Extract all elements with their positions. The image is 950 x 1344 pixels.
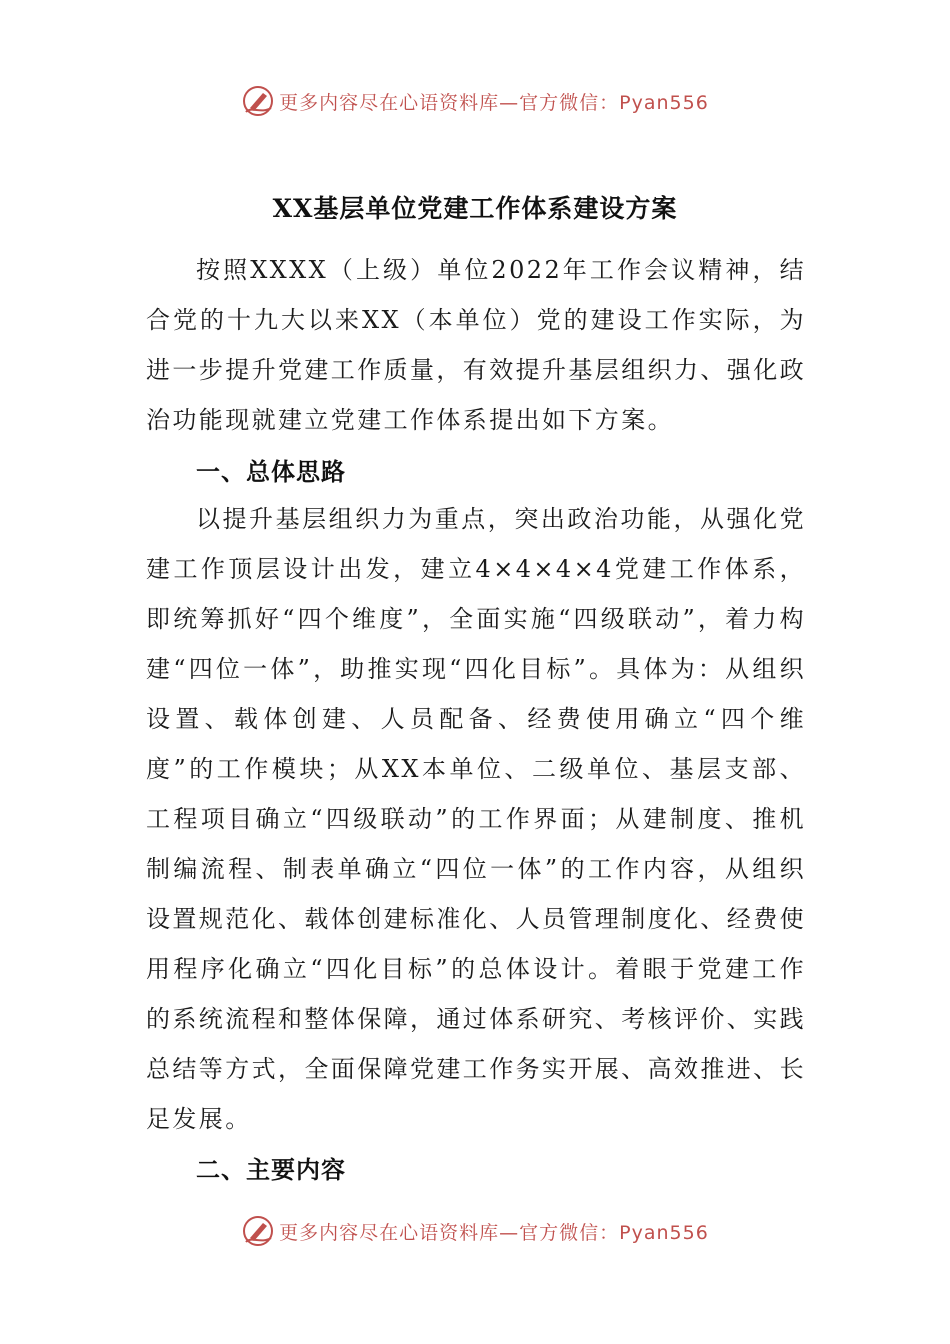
section-heading-main-content: 二、主要内容 xyxy=(196,1156,346,1184)
intro-paragraph: 按照XXXX（上级）单位2022年工作会议精神，结合党的十九大以来XX（本单位）党的建设工作实际，为进一步提升党建工作质量，有效提升基层组织力、强化政治功能现就建立党建工作体系提出如下方案。 xyxy=(146,256,806,434)
watermark-text: 更多内容尽在心语资料库—官方微信：Pyan556 xyxy=(279,1221,709,1244)
section-heading-overall-approach: 一、总体思路 xyxy=(196,458,346,486)
watermark-header xyxy=(0,84,950,118)
pen-circle-icon xyxy=(241,84,275,118)
section-body-overall-approach: 以提升基层组织力为重点，突出政治功能，从强化党建工作顶层设计出发，建立4×4×4×4党建工作体系，即统筹抓好“四个维度”，全面实施“四级联动”，着力构建“四位一体”，助推实现“四化目标”。具体为：从组织设置、载体创建、人员配备、经费使用确立“四个维度”的工作模块；从XX本单位、二级单位、基层支部、工程项目确立“四级联动”的工作界面；从建制度、推机制编流程、制表单确立“四位一体”的工作内容，从组织设置规范化、载体创建标准化、人员管理制度化、经费使用程序化确立“四化目标”的总体设计。着眼于党建工作的系统流程和整体保障，通过体系研究、考核评价、实践总结等方式，全面保障党建工作务实开展、高效推进、长足发展。 xyxy=(146,505,806,1133)
pen-circle-icon xyxy=(241,1214,275,1248)
watermark-footer xyxy=(0,1214,950,1248)
document-title: XX基层单位党建工作体系建设方案 xyxy=(272,193,678,223)
watermark-text: 更多内容尽在心语资料库—官方微信：Pyan556 xyxy=(279,91,709,114)
